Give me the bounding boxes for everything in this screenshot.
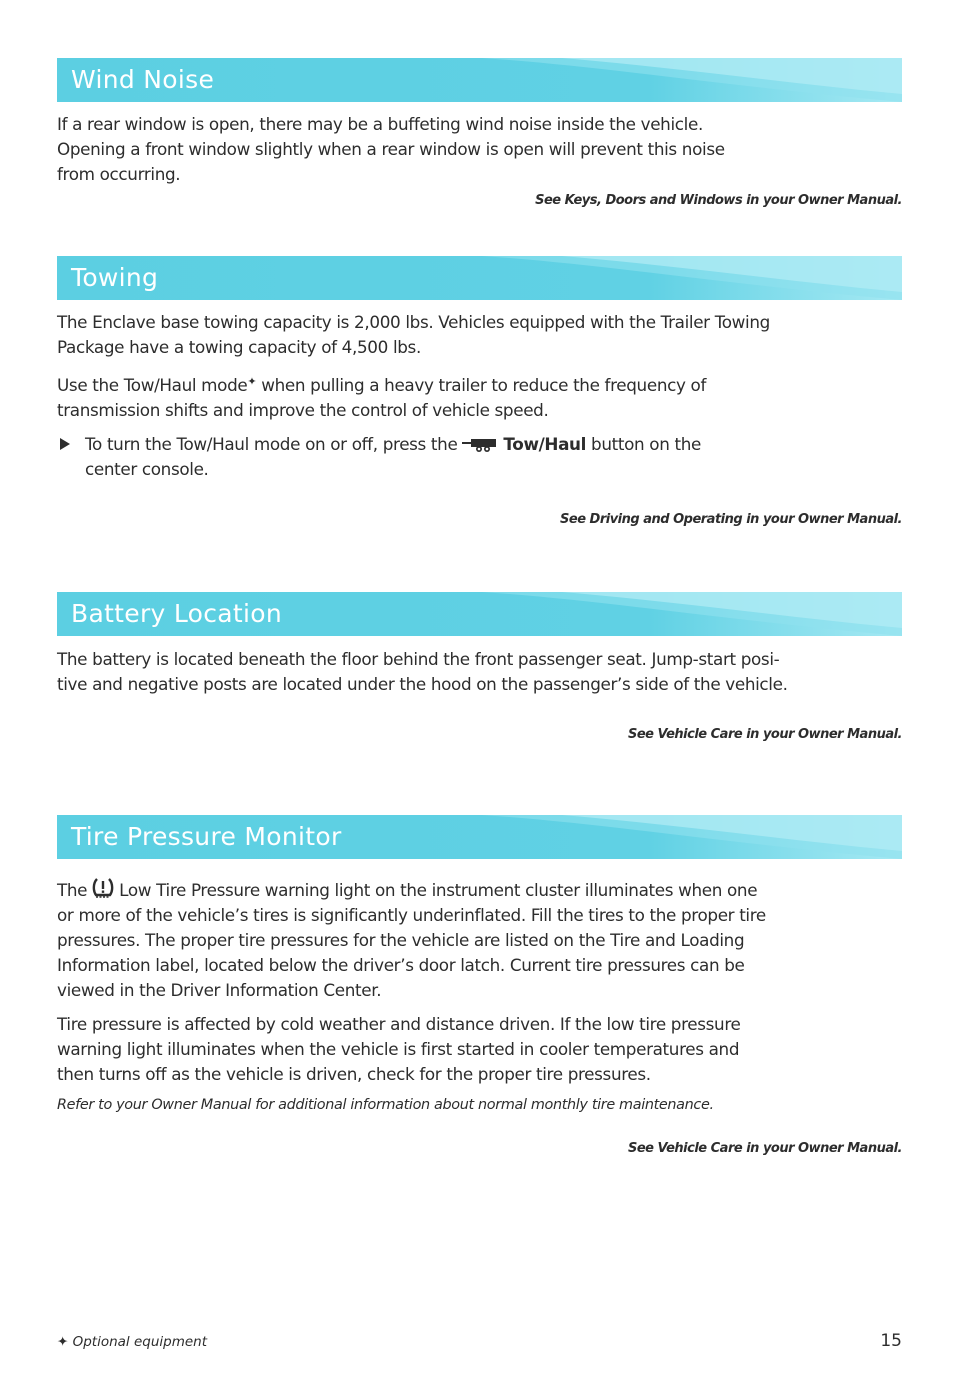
text-run: button on the	[586, 434, 701, 454]
text-run: Use the Tow/Haul mode	[57, 375, 248, 395]
tow-haul-icon	[462, 437, 498, 453]
banner-swoosh	[482, 58, 902, 102]
paragraph-line: Package have a towing capacity of 4,500 lbs.	[57, 337, 421, 357]
paragraph-line: Tire pressure is affected by cold weather and distance driven. If the low tire pressure	[57, 1014, 741, 1034]
paragraph-line: center console.	[85, 459, 209, 479]
see-reference: See Driving and Operating in your Owner Manual.	[560, 512, 902, 527]
page-number: 15	[880, 1331, 902, 1351]
tow-haul-label: Tow/Haul	[503, 434, 587, 454]
bullet-item	[57, 432, 902, 482]
tire-pressure-banner	[57, 815, 902, 859]
paragraph-line: The battery is located beneath the floor behind the front passenger seat. Jump-start posi-	[57, 649, 780, 669]
battery-banner	[57, 592, 902, 636]
paragraph-line	[85, 432, 902, 457]
text-run: Low Tire Pressure warning light on the instrument cluster illuminates when one	[114, 880, 758, 900]
towing-section	[57, 256, 902, 527]
banner-swoosh	[482, 592, 902, 636]
optional-equipment-footnote	[57, 1334, 207, 1350]
optional-equipment-symbol: ✦	[247, 375, 257, 388]
paragraph-line: If a rear window is open, there may be a buffeting wind noise inside the vehicle.	[57, 114, 703, 134]
tire-pressure-warning-icon	[92, 877, 114, 899]
see-reference: See Vehicle Care in your Owner Manual.	[627, 1141, 902, 1156]
towing-banner	[57, 256, 902, 300]
paragraph-line: The Enclave base towing capacity is 2,000 lbs. Vehicles equipped with the Trailer Towing	[57, 312, 770, 332]
paragraph-line: viewed in the Driver Information Center.	[57, 980, 382, 1000]
paragraph-line: warning light illuminates when the vehicle is first started in cooler temperatures and	[57, 1039, 740, 1059]
paragraph-line: Information label, located below the driver’s door latch. Current tire pressures can be	[57, 955, 745, 975]
optional-equipment-label: Optional equipment	[72, 1334, 208, 1350]
paragraph-line: Opening a front window slightly when a rear window is open will prevent this noise	[57, 139, 725, 159]
bullet-arrow-icon	[60, 438, 70, 450]
paragraph-line	[57, 877, 902, 903]
battery-section	[57, 592, 902, 742]
paragraph-line: pressures. The proper tire pressures for the vehicle are listed on the Tire and Loading	[57, 930, 745, 950]
paragraph-line: from occurring.	[57, 164, 181, 184]
wind-noise-banner	[57, 58, 902, 102]
paragraph-line: tive and negative posts are located under the hood on the passenger’s side of the vehicle.	[57, 674, 788, 694]
banner-swoosh	[482, 256, 902, 300]
paragraph-line: then turns off as the vehicle is driven, check for the proper tire pressures.	[57, 1064, 651, 1084]
section-title: Towing	[71, 263, 159, 292]
paragraph-line: or more of the vehicle’s tires is significantly underinflated. Fill the tires to the proper tire	[57, 905, 766, 925]
optional-equipment-symbol: ✦	[57, 1334, 69, 1350]
section-title: Tire Pressure Monitor	[71, 822, 342, 851]
section-title: Battery Location	[71, 599, 283, 628]
paragraph-line: transmission shifts and improve the control of vehicle speed.	[57, 400, 549, 420]
banner-swoosh	[482, 815, 902, 859]
wind-noise-section	[57, 58, 902, 208]
tire-pressure-section	[57, 815, 902, 1156]
see-reference: See Vehicle Care in your Owner Manual.	[627, 727, 902, 742]
see-reference: See Keys, Doors and Windows in your Owner Manual.	[535, 193, 902, 208]
text-run: when pulling a heavy trailer to reduce the frequency of	[256, 375, 707, 395]
paragraph-line	[57, 369, 902, 398]
section-title: Wind Noise	[71, 65, 215, 94]
text-run: To turn the Tow/Haul mode on or off, press the	[85, 434, 463, 454]
maintenance-note: Refer to your Owner Manual for additional information about normal monthly tire maintenance.	[57, 1097, 714, 1113]
text-run: The	[57, 880, 93, 900]
